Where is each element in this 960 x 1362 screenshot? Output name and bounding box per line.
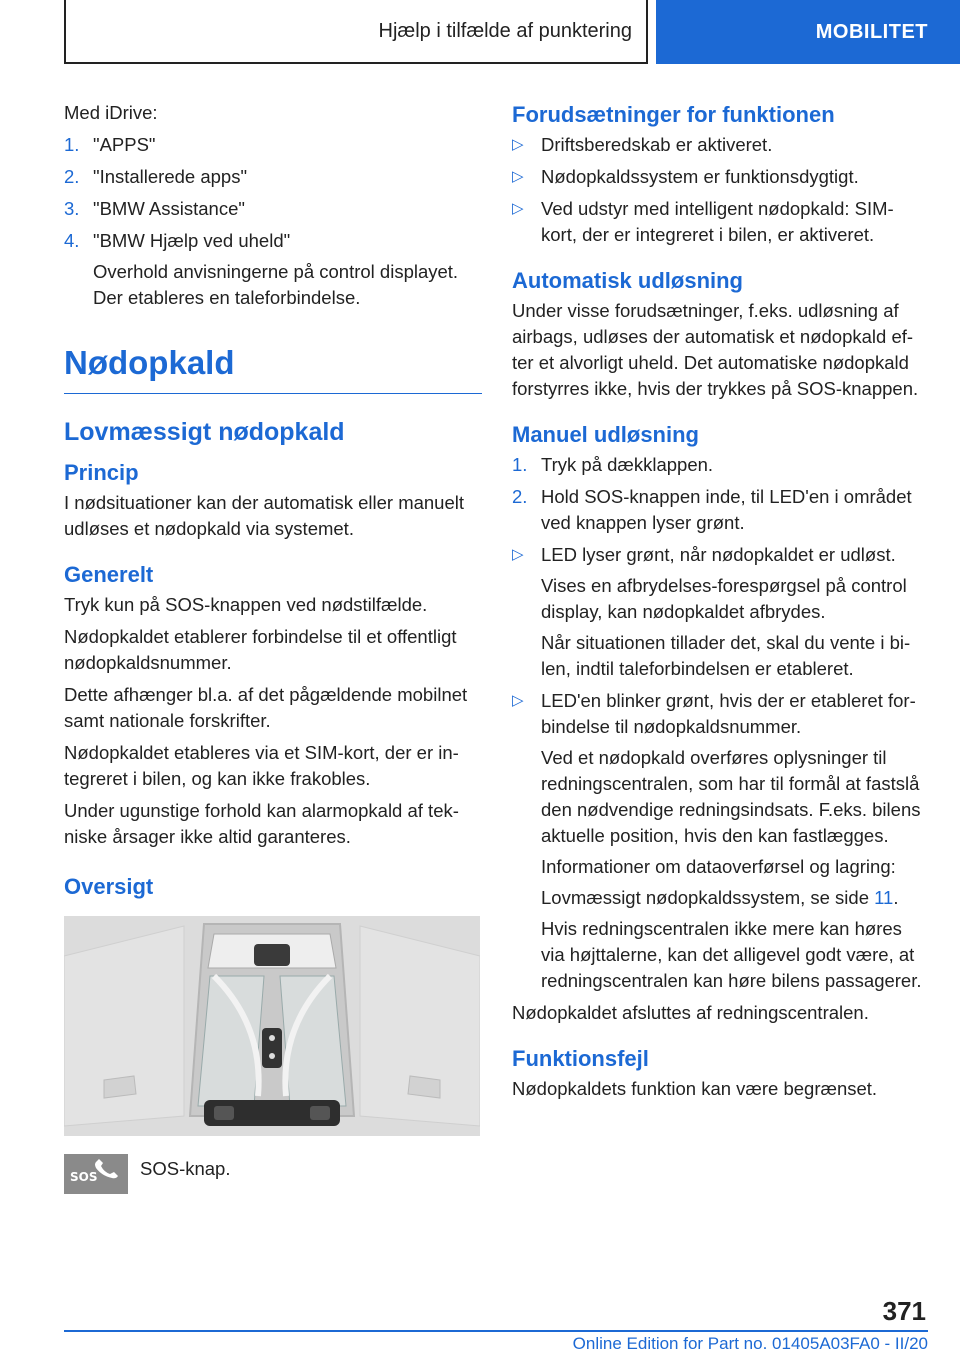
page-number: 371: [882, 1296, 926, 1326]
edition-footer: Online Edition for Part no. 01405A03FA0 - II/20: [572, 1334, 928, 1353]
triangle-bullet-icon: ▷: [512, 200, 524, 217]
roof-console-image: [64, 916, 480, 1136]
list-item: ▷ Nødopkaldssystem er funktionsdygtigt.: [512, 164, 928, 190]
left-column: [64, 100, 482, 1194]
list-item: ▷ LED'en blinker grønt, hvis der er etableret forbindelse til nødopkaldsnummer. Ved et nødopkald overføres oplysninger til redningscentralen, som har til formål at fastslå den nødvendige redningsindsats. F.eks. bilens aktuelle position, hvis den kan fastlægges. Informationer om dataoverførsel og lagring: Lovmæssigt nødopkaldssystem, se side 11. Hvis redningscentralen ikke mere kan høres via højttalerne, kan det alligevel godt være, at redningscentralen kan høre bilens passagerer.: [512, 690, 922, 991]
section-title: Hjælp i tilfælde af punktering: [378, 19, 632, 42]
led-status-list: [512, 542, 928, 994]
list-item: 3. "BMW Assistance": [64, 198, 245, 219]
running-header: [64, 0, 648, 64]
list-item: ▷ LED lyser grønt, når nødopkaldet er udløst. Vises en afbrydelses-forespørgsel på control display, kan nødopkaldet afbrydes. Når situationen tillader det, skal du vente i bilen, indtil taleforbindelsen er etableret.: [512, 544, 911, 679]
section-heading: Lovmæssigt nødopkald: [64, 418, 345, 446]
chapter-label: MOBILITET: [815, 20, 928, 43]
closing-text: Nødopkaldet afsluttes af redningscentralen.: [512, 1002, 869, 1023]
list-item: 1. "APPS": [64, 134, 156, 155]
footer-divider: [64, 1330, 928, 1332]
funktionsfejl-text: Nødopkaldets funktion kan være begrænset.: [512, 1078, 878, 1099]
automatisk-heading: Automatisk udløsning: [512, 268, 743, 293]
chapter-tab: [656, 0, 960, 64]
list-item: 1. Tryk på dækklappen.: [512, 454, 714, 475]
paragraph: Nødopkaldet etableres via et SIM-kort, der er integreret i bilen, og kan ikke frakobles.: [64, 742, 459, 789]
triangle-bullet-icon: ▷: [512, 136, 524, 153]
intro-text: Med iDrive:: [64, 102, 158, 123]
list-item: 2. Hold SOS-knappen inde, til LED'en i området ved knappen lyser grønt.: [512, 486, 912, 533]
phone-handset-icon: [92, 1158, 122, 1180]
triangle-bullet-icon: ▷: [512, 546, 524, 563]
list-item: 2. "Installerede apps": [64, 166, 248, 187]
princip-text: I nødsituationer kan der automatisk eller manuelt udløses et nødopkald via systemet.: [64, 492, 465, 539]
idrive-steps: [64, 132, 482, 311]
triangle-bullet-icon: ▷: [512, 168, 524, 185]
roof-console-illustration: [64, 916, 480, 1136]
funktionsfejl-heading: Funktionsfejl: [512, 1046, 649, 1071]
generelt-heading: Generelt: [64, 562, 154, 587]
paragraph: Dette afhænger bl.a. af det pågældende mobilnet samt nationale forskrifter.: [64, 684, 468, 731]
automatisk-text: Under visse forudsætninger, f.eks. udløsning af airbags, udløses der automatisk et nødopkald efter et alvorligt uheld. Det automatiske nødopkald forstyrres ikke, hvis der trykkes på SOS-knappen.: [512, 300, 919, 399]
paragraph: Nødopkaldet etablerer forbindelse til et offentligt nødopkaldsnummer.: [64, 626, 457, 673]
prerequisites-list: [512, 132, 928, 248]
sos-icon-label: SOS: [70, 1170, 98, 1184]
oversigt-heading: Oversigt: [64, 874, 154, 899]
list-item: ▷ Ved udstyr med intelligent nødopkald: SIM-kort, der er integreret i bilen, er aktiveret.: [512, 198, 894, 245]
right-column: [512, 100, 928, 1108]
step-note: Overhold anvisningerne på control displayet. Der etableres en taleforbindelse.: [93, 261, 459, 308]
manuel-heading: Manuel udløsning: [512, 422, 699, 447]
figure-caption: SOS-knap.: [140, 1158, 231, 1179]
chapter-heading: Nødopkald: [64, 341, 482, 394]
triangle-bullet-icon: ▷: [512, 692, 524, 709]
paragraph: Under ugunstige forhold kan alarmopkald af tekniske årsager ikke altid garanteres.: [64, 800, 459, 847]
list-item: 4. "BMW Hjælp ved uheld" Overhold anvisningerne på control displayet. Der etableres en taleforbindelse.: [64, 228, 482, 311]
page-reference-link[interactable]: 11: [874, 887, 894, 908]
paragraph: Tryk kun på SOS-knappen ved nødstilfælde.: [64, 594, 428, 615]
figure-caption-row: [64, 1154, 482, 1194]
manual-steps: [512, 452, 928, 536]
list-item: ▷ Driftsberedskab er aktiveret.: [512, 132, 928, 158]
sos-button-icon: [64, 1154, 128, 1194]
forudsaetninger-heading: Forudsætninger for funktionen: [512, 102, 835, 127]
princip-heading: Princip: [64, 460, 139, 485]
